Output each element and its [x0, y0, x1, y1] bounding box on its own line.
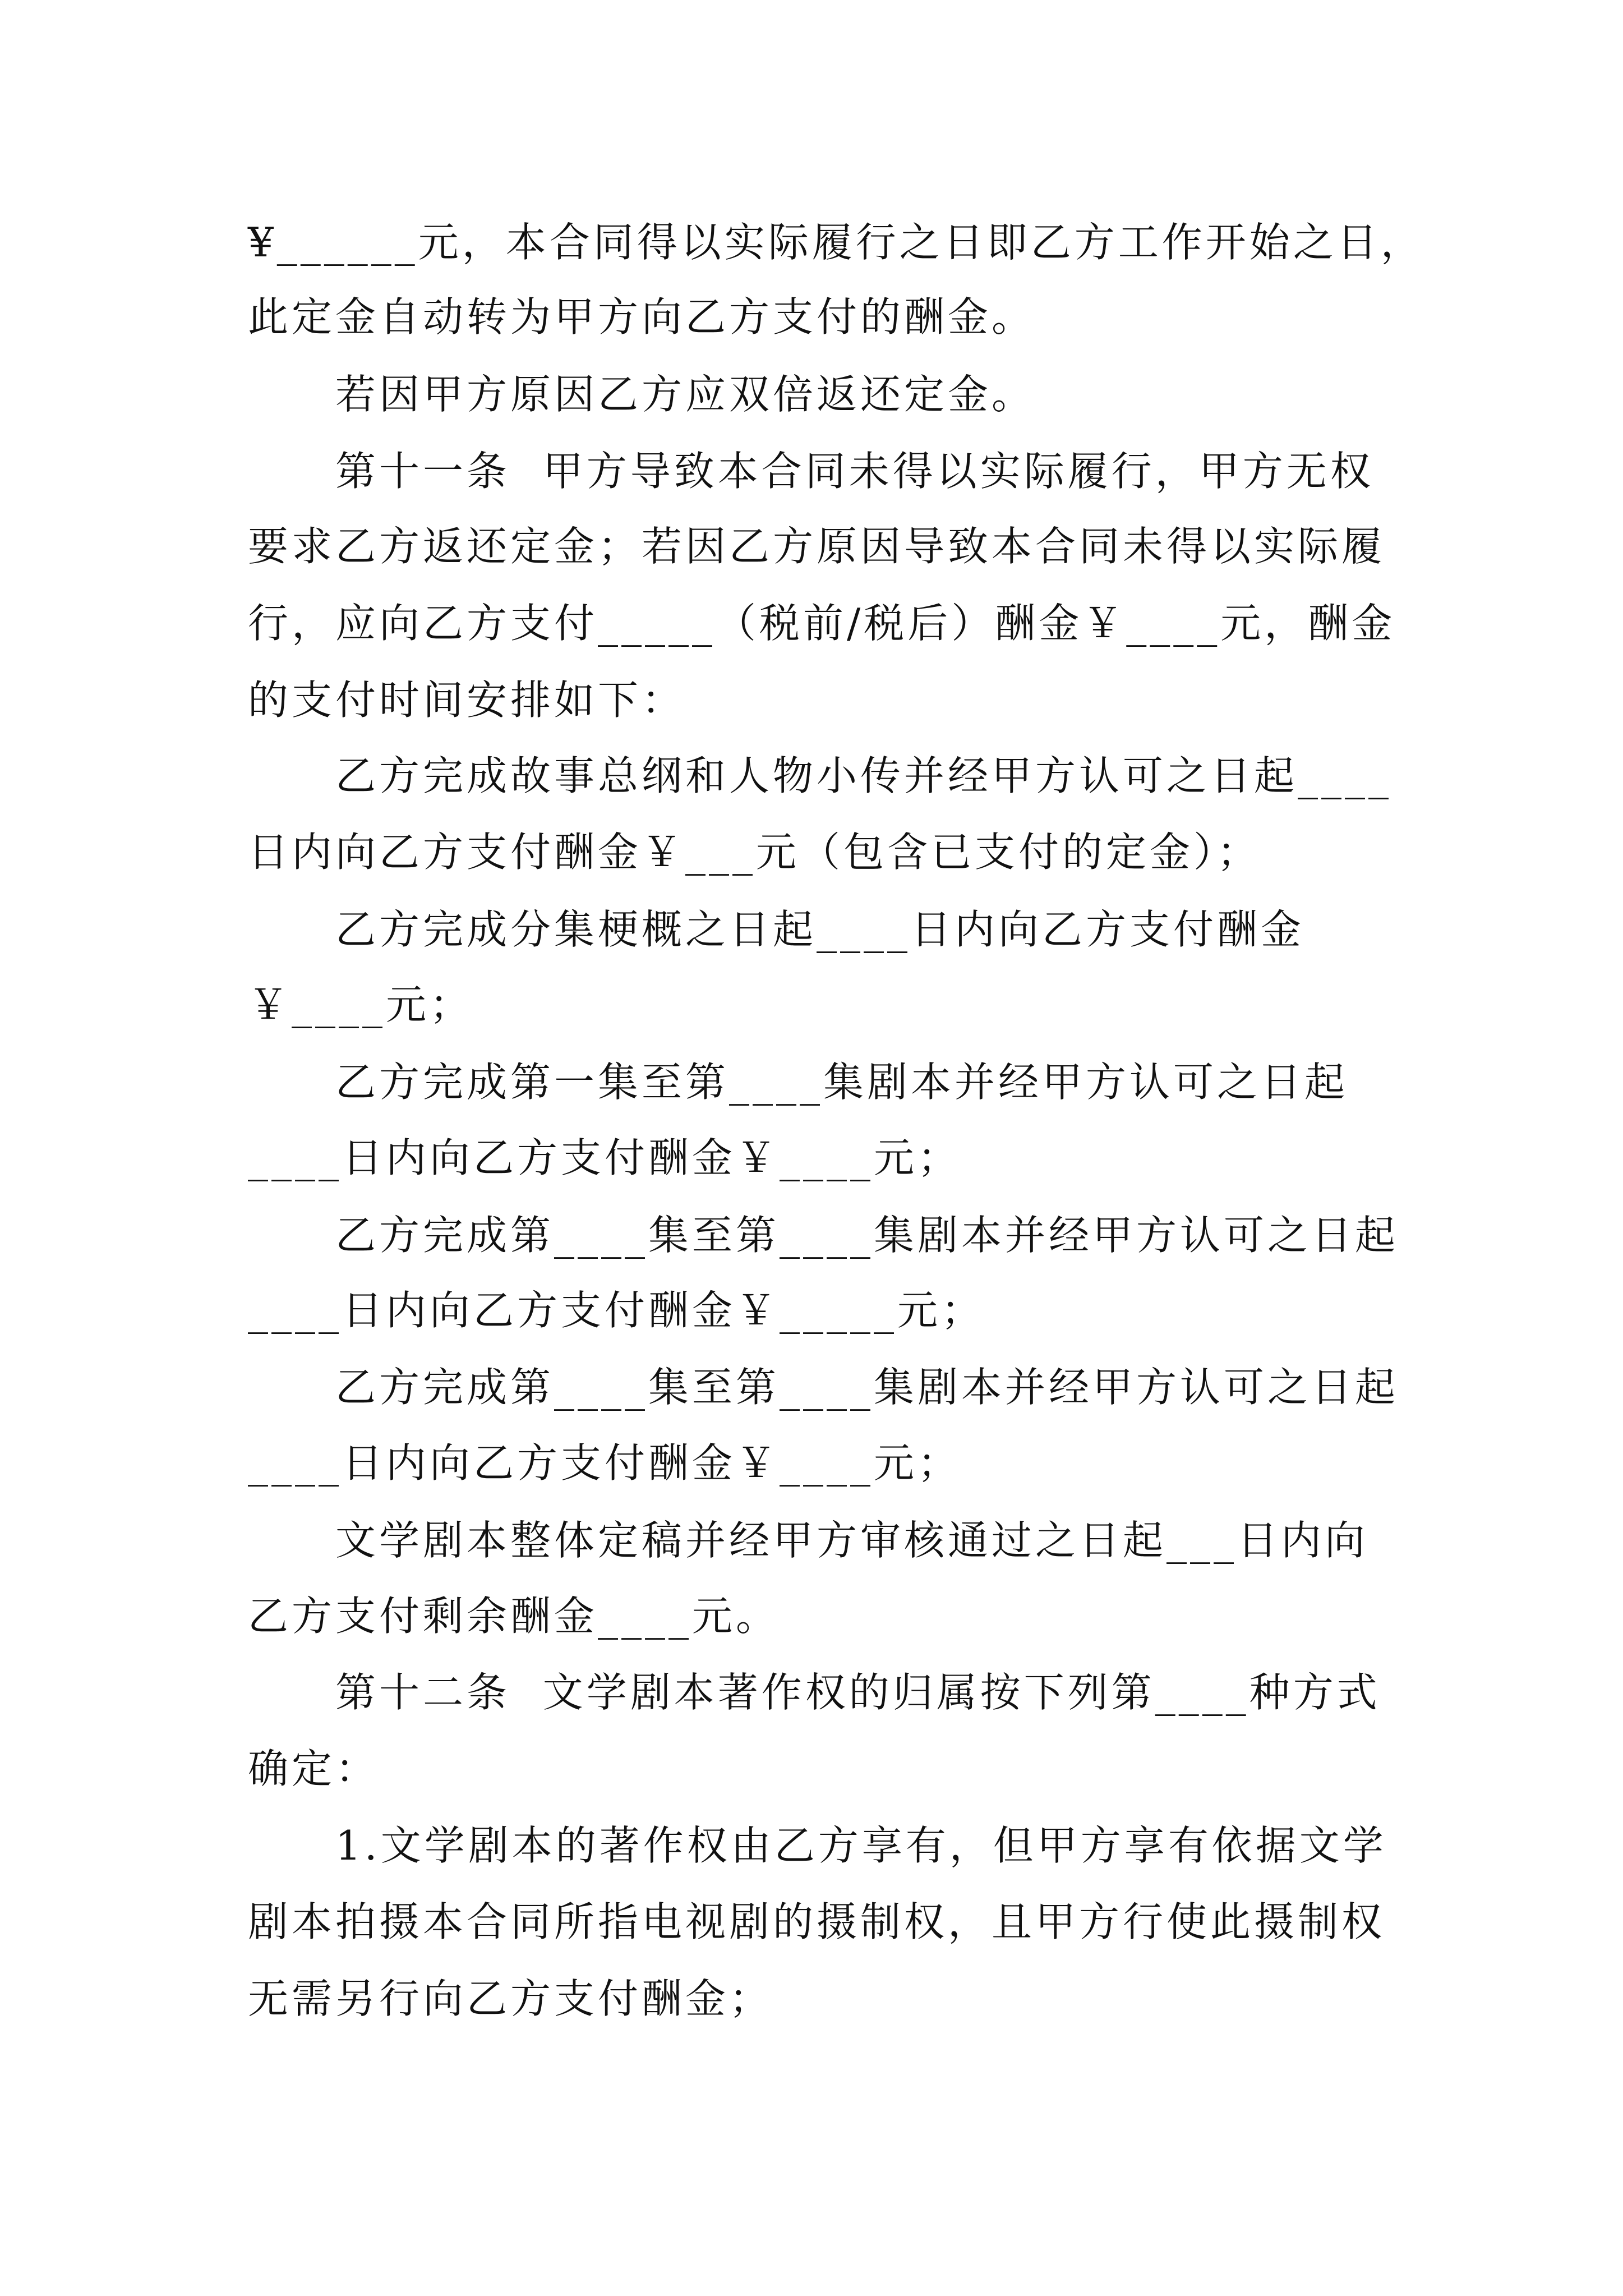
text-line: ¥______元，本合同得以实际履行之日即乙方工作开始之日，: [248, 219, 1424, 266]
text-line: 若因甲方原因乙方应双倍返还定金。: [335, 371, 1036, 418]
text-line: 日内向乙方支付酬金￥___元（包含已支付的定金）；: [248, 829, 1261, 876]
text-line: ____日内向乙方支付酬金￥____元；: [248, 1134, 962, 1181]
text-line: 确定：: [248, 1745, 380, 1792]
text-line: 的支付时间安排如下：: [248, 677, 686, 724]
text-line: 乙方完成第____集至第____集剧本并经甲方认可之日起: [335, 1364, 1399, 1411]
text-line: 1.文学剧本的著作权由乙方享有，但甲方享有依据文学: [335, 1822, 1387, 1869]
text-line: 乙方完成分集梗概之日起____日内向乙方支付酬金: [335, 906, 1305, 953]
text-line: ____日内向乙方支付酬金￥_____元；: [248, 1287, 985, 1334]
text-line: 无需另行向乙方支付酬金；: [248, 1975, 773, 2022]
text-line: 乙方完成第一集至第____集剧本并经甲方认可之日起: [335, 1059, 1349, 1106]
text-line: 行，应向乙方支付_____（税前/税后）酬金￥____元，酬金: [248, 600, 1396, 647]
text-line: 乙方完成故事总纲和人物小传并经甲方认可之日起____: [335, 752, 1393, 799]
text-line: 此定金自动转为甲方向乙方支付的酬金。: [248, 293, 1036, 341]
text-line: 文学剧本整体定稿并经甲方审核通过之日起___日内向: [335, 1517, 1369, 1564]
text-line: 要求乙方返还定金；若因乙方原因导致本合同未得以实际履: [248, 523, 1386, 570]
text-line: ￥____元；: [248, 981, 474, 1028]
text-line: 第十二条 文学剧本著作权的归属按下列第____种方式: [335, 1669, 1381, 1716]
text-line: 乙方完成第____集至第____集剧本并经甲方认可之日起: [335, 1212, 1399, 1259]
text-line: 乙方支付剩余酬金____元。: [248, 1593, 780, 1640]
text-line: 剧本拍摄本合同所指电视剧的摄制权，且甲方行使此摄制权: [248, 1898, 1386, 1945]
text-line: 第十一条 甲方导致本合同未得以实际履行，甲方无权: [335, 448, 1374, 495]
text-line: ____日内向乙方支付酬金￥____元；: [248, 1439, 962, 1487]
